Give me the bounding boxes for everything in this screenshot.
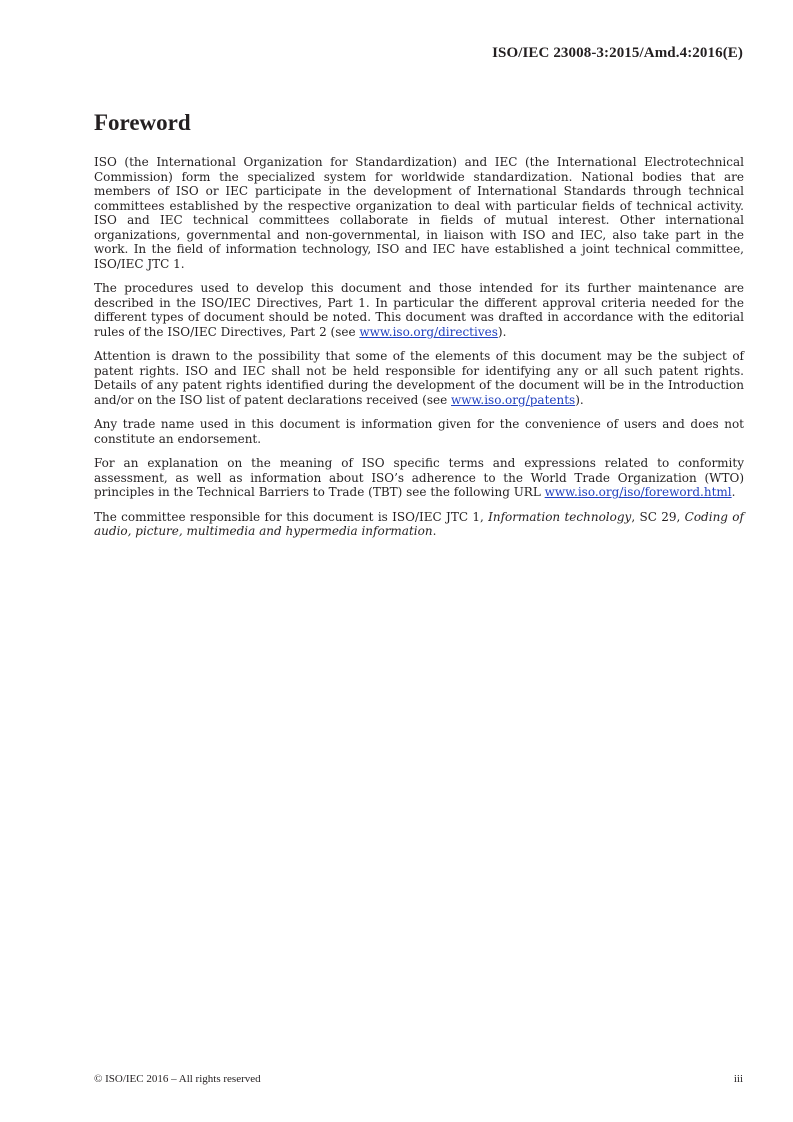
committee-italic-2: Coding of audio, picture, multimedia and hypermedia information: [94, 509, 744, 538]
paragraph-procedures-end: ).: [497, 324, 507, 339]
document-identifier: ISO/IEC 23008-3:2015/Amd.4:2016(E): [492, 45, 743, 61]
paragraph-iso-iec: ISO (the International Organization for Standardization) and IEC (the International Electrotechnical Commission) form the specialized system for worldwide standardization. National bodies that are members of ISO or IEC participate in the development of International Standards through technical committees established by the respective organization to deal with particular fields of technical activity. ISO and IEC technical committees collaborate in fields of mutual interest. Other international organizations, governmental and non-governmental, in liaison with ISO and IEC, also take part in the work. In the field of information technology, ISO and IEC have established a joint technical committee, ISO/IEC JTC 1.: [94, 155, 744, 271]
paragraph-procedures: [94, 281, 744, 339]
committee-text-1: The committee responsible for this document is ISO/IEC JTC 1,: [94, 509, 489, 524]
paragraph-patents-end: ).: [575, 392, 584, 407]
copyright-notice: © ISO/IEC 2016 – All rights reserved: [94, 1073, 261, 1085]
page-number: iii: [733, 1073, 743, 1085]
paragraph-committee: [94, 510, 744, 539]
paragraph-trade-name: Any trade name used in this document is information given for the convenience of users and does not constitute an endorsement.: [94, 417, 744, 446]
committee-italic-1: Information technology: [488, 509, 632, 524]
foreword-body: [94, 155, 744, 549]
paragraph-conformity-end: .: [731, 485, 736, 499]
committee-end: .: [432, 524, 437, 538]
committee-text-2: , SC 29,: [631, 509, 685, 524]
paragraph-procedures-text: The procedures used to develop this document and those intended for its further maintenance are described in the ISO/IEC Directives, Part 1. In particular the different approval criteria needed for the different types of document should be noted. This document was drafted in accordance with the editorial rules of the ISO/IEC Directives, Part 2 (see: [94, 281, 744, 339]
foreword-link[interactable]: www.iso.org/iso/foreword.html: [544, 485, 732, 499]
page-title: Foreword: [94, 110, 191, 135]
paragraph-patents-text: Attention is drawn to the possibility that some of the elements of this document may be the subject of patent rights. ISO and IEC shall not be held responsible for identifying any or all such patent rights. Details of any patent rights identified during the development of the document will be in the Introduction and/or on the ISO list of patent declarations received (see: [94, 349, 744, 407]
paragraph-conformity: [94, 456, 744, 500]
paragraph-conformity-text: For an explanation on the meaning of ISO specific terms and expressions related to conformity assessment, as well as information about ISO’s adherence to the World Trade Organization (WTO) principles in the Technical Barriers to Trade (TBT) see the following URL: [94, 456, 744, 499]
directives-link[interactable]: www.iso.org/directives: [359, 324, 498, 339]
paragraph-patents: [94, 349, 744, 407]
patents-link[interactable]: www.iso.org/patents: [451, 392, 576, 407]
